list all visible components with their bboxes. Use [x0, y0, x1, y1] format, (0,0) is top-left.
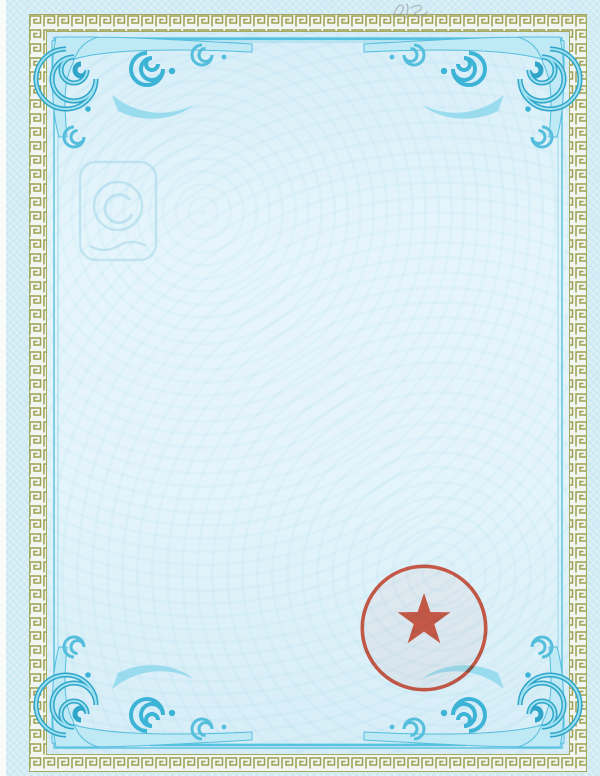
watermark-emblem: [78, 160, 158, 262]
qr-code: [132, 626, 176, 670]
serial-number-line: [118, 684, 127, 704]
barcode: [128, 577, 206, 606]
certificate-number: [506, 174, 520, 189]
handwritten-mark: [385, 0, 435, 22]
scan-edge: [0, 0, 6, 776]
certificate-inner-background: [46, 31, 570, 755]
